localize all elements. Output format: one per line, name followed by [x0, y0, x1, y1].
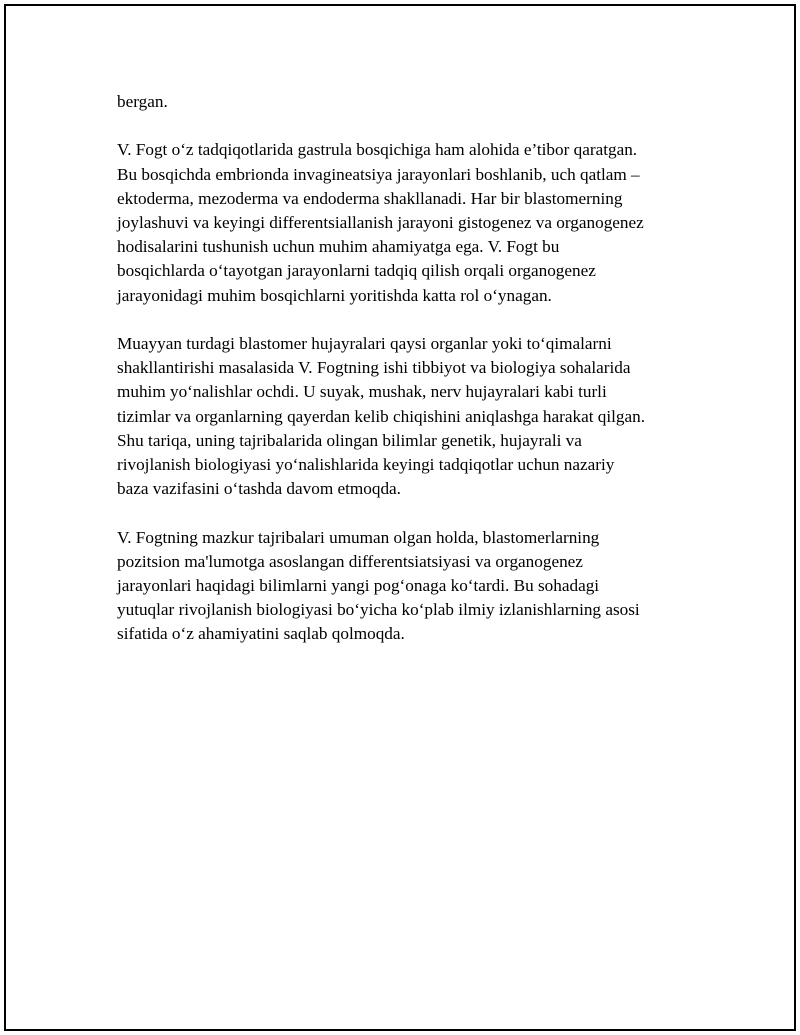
paragraph-gastrula: V. Fogt o‘z tadqiqotlarida gastrula bosqichiga ham alohida e’tibor qaratgan. Bu bosqichda embrionda invagineatsiya jarayonlari boshlanib, uch qatlam – ektoderma, mezoderma va endoderma shakllanadi. Har bir blastomerning joylashuvi va keyingi differentsiallanish jarayoni gistogenez va organogenez hodisalarini tushunish uchun muhim ahamiyatga ega. V. Fogt bu bosqichlarda o‘tayotgan jarayonlarni tadqiq qilish orqali organogenez jarayonidagi muhim bosqichlarni yoritishda katta rol o‘ynagan.: [117, 140, 644, 305]
document-body: [117, 90, 697, 671]
paragraph-blastomer-cells: Muayyan turdagi blastomer hujayralari qaysi organlar yoki to‘qimalarni shakllantirishi masalasida V. Fogtning ishi tibbiyot va biologiya sohalarida muhim yo‘nalishlar ochdi. U suyak, mushak, nerv hujayralari kabi turli tizimlar va organlarning qayerdan kelib chiqishini aniqlashga harakat qilgan. Shu tariqa, uning tajribalarida olingan bilimlar genetik, hujayrali va rivojlanish biologiyasi yo‘nalishlarida keyingi tadqiqotlar uchun nazariy baza vazifasini o‘tashda davom etmoqda.: [117, 334, 646, 499]
paragraph-continuation: bergan.: [117, 92, 168, 111]
paragraph-conclusion: V. Fogtning mazkur tajribalari umuman olgan holda, blastomerlarning pozitsion ma'lumotga asoslangan differentsiatsiyasi va organogenez jarayonlari haqidagi bilimlarni yangi pog‘onaga ko‘tardi. Bu sohadagi yutuqlar rivojlanish biologiyasi bo‘yicha ko‘plab ilmiy izlanishlarning asosi sifatida o‘z ahamiyatini saqlab qolmoqda.: [117, 527, 640, 644]
